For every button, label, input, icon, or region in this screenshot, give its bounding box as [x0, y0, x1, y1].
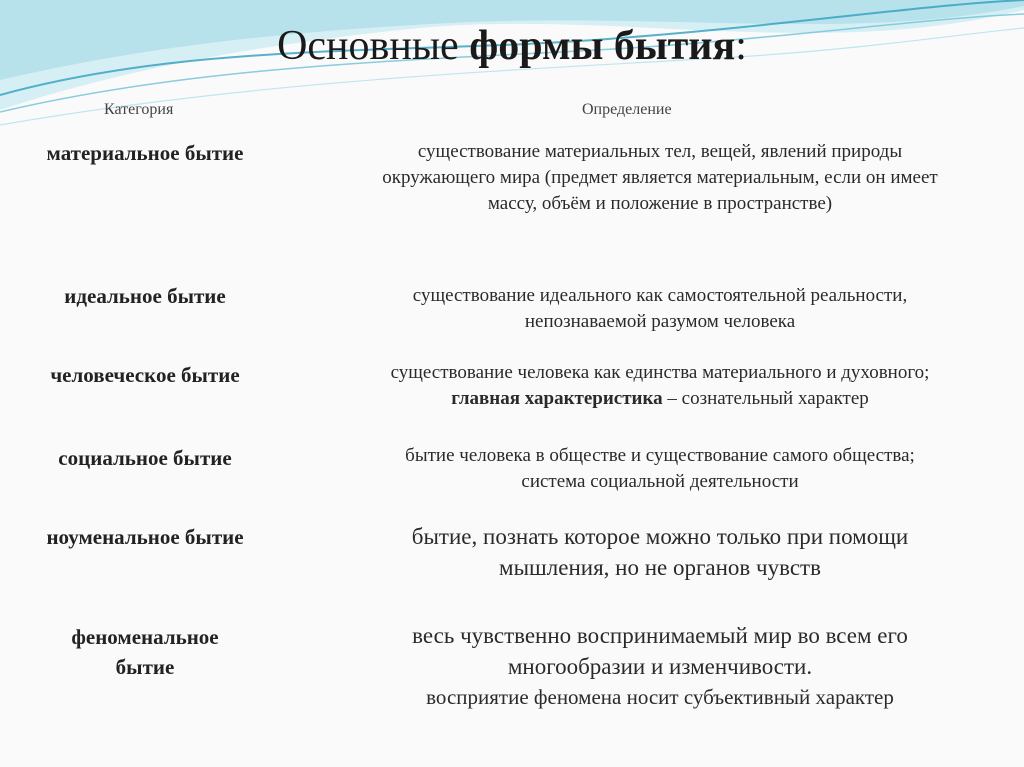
- definition-ideal: [300, 283, 1020, 335]
- definition-human: [300, 360, 1020, 412]
- page-title: [0, 22, 1024, 70]
- definition-line: весь чувственно воспринимаемый мир во всем его: [412, 623, 908, 648]
- definition-line: существование материальных тел, вещей, явлений природы: [417, 141, 903, 162]
- category-line: бытие: [115, 655, 175, 679]
- definition-line: окружающего мира (предмет является материальным, если он имеет: [382, 167, 938, 188]
- definition-line: непознаваемой разумом человека: [524, 311, 796, 332]
- definition-line: [300, 386, 1020, 412]
- definition-line: бытие, познать которое можно только при помощи: [411, 524, 909, 549]
- category-material: материальное бытие: [46, 141, 244, 165]
- category-phenomenal: [10, 622, 280, 682]
- definition-rest: – сознательный характер: [662, 388, 869, 409]
- category-line: феноменальное: [71, 625, 219, 649]
- decorative-waves: [0, 0, 1024, 140]
- definition-line: массу, объём и положение в пространстве): [487, 193, 833, 214]
- definition-line: восприятие феномена носит субъективный характер: [426, 685, 894, 709]
- definition-line: существование человека как единства материального и духовного;: [390, 362, 930, 383]
- category-ideal: идеальное бытие: [64, 284, 226, 308]
- definition-bold-term: главная характеристика: [451, 388, 663, 409]
- definition-noumenal: [300, 521, 1020, 583]
- category-human: человеческое бытие: [50, 363, 240, 387]
- definition-line: существование идеального как самостоятельной реальности,: [412, 285, 908, 306]
- definition-phenomenal: [300, 620, 1020, 713]
- category-noumenal: ноуменальное бытие: [46, 525, 244, 549]
- header-category: Категория: [104, 101, 174, 118]
- definition-line: мышления, но не органов чувств: [499, 555, 821, 580]
- definition-material: [300, 139, 1020, 217]
- title-colon: :: [735, 23, 747, 69]
- title-bold: формы бытия: [469, 23, 736, 69]
- title-normal: Основные: [277, 23, 470, 69]
- header-definition: Определение: [582, 101, 672, 118]
- category-social: социальное бытие: [58, 446, 232, 470]
- definition-line: бытие человека в обществе и существование самого общества;: [405, 445, 915, 466]
- definition-line: многообразии и изменчивости.: [507, 654, 813, 679]
- definition-social: [300, 443, 1020, 495]
- definition-line: система социальной деятельности: [521, 471, 799, 492]
